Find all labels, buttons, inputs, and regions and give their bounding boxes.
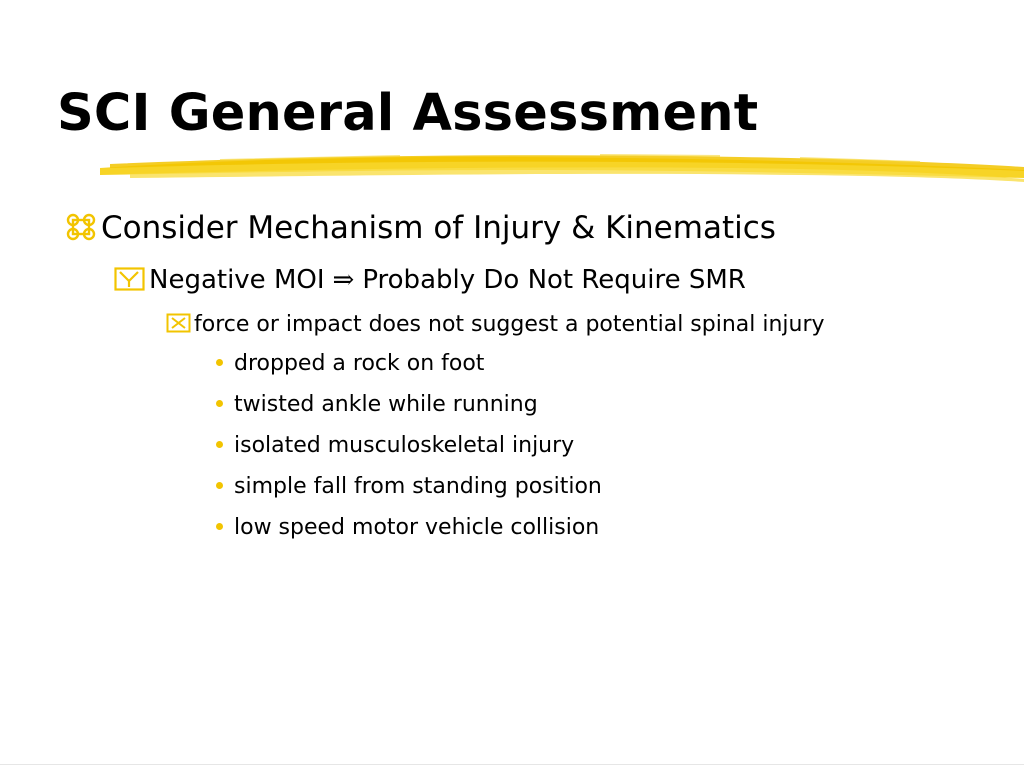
command-key-icon <box>64 210 98 240</box>
bullet-text-after: Probably Do Not Require SMR <box>362 265 746 295</box>
dot-icon <box>216 400 223 407</box>
bullet-level-3 <box>166 309 825 341</box>
bottom-divider <box>0 764 1024 765</box>
bullet-level-1 <box>64 206 776 250</box>
bullet-text: Consider Mechanism of Injury & Kinematics <box>101 210 776 246</box>
bullet-level-4 <box>216 472 602 502</box>
bullet-text: isolated musculoskeletal injury <box>234 433 575 458</box>
bullet-level-4 <box>216 513 599 543</box>
bullet-text: force or impact does not suggest a potential spinal injury <box>194 312 825 337</box>
checkbox-x-icon <box>166 311 192 331</box>
slide-title: SCI General Assessment <box>57 84 759 143</box>
bullet-level-4 <box>216 349 484 379</box>
bullet-level-2 <box>114 261 746 299</box>
implies-arrow: ⇒ <box>332 265 355 295</box>
dot-icon <box>216 523 223 530</box>
dot-icon <box>216 359 223 366</box>
bullet-text-before: Negative MOI <box>149 265 325 295</box>
checkbox-y-icon <box>114 264 147 288</box>
bullet-text: low speed motor vehicle collision <box>234 515 600 540</box>
bullet-text: simple fall from standing position <box>234 474 602 499</box>
title-brush-underline <box>100 148 1024 188</box>
bullet-level-4 <box>216 390 538 420</box>
bullet-text: twisted ankle while running <box>234 392 538 417</box>
bullet-level-4 <box>216 431 574 461</box>
dot-icon <box>216 482 223 489</box>
bullet-text: dropped a rock on foot <box>234 351 485 376</box>
dot-icon <box>216 441 223 448</box>
